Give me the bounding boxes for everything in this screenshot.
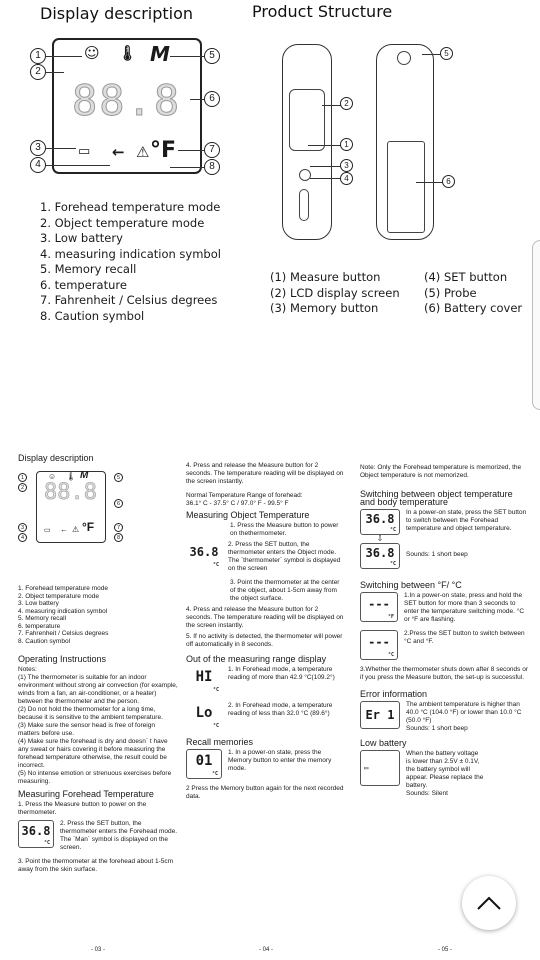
lcd-value: 01 — [195, 753, 213, 769]
object-step-2-row — [186, 541, 346, 573]
page3-display-items — [18, 585, 178, 645]
error-row — [360, 701, 530, 733]
list-item: 2. Object temperature mode — [40, 215, 205, 230]
note-item: (2) Do not hold the thermometer for a long time, because it is sensitive to the ambient temperature. — [18, 706, 163, 721]
lead-line — [46, 56, 82, 57]
list-item: (1) Measure button — [270, 270, 381, 284]
notes-label: Notes: — [18, 666, 37, 673]
page-04 — [186, 448, 346, 960]
note-item: (1) The thermometer is suitable for an indoor environment without strong air convection (for example, winds from a fan, an air-conditioner, or a heater) between the thermometer and the person. — [18, 674, 178, 705]
callout-3: 3 — [18, 523, 27, 532]
callout-6: 6 — [204, 91, 220, 107]
lcd-recall — [186, 749, 222, 779]
left-arrow-icon: ← — [60, 525, 68, 534]
list-item: 2. Object temperature mode — [18, 592, 99, 600]
unit-text-2: 2.Press the SET button to switch between °C and °F. — [404, 630, 525, 645]
lead-line — [170, 56, 204, 57]
list-item: 6. temperature — [40, 277, 127, 292]
lcd-screen-outline — [289, 89, 325, 151]
note-item: (5) No intense emotion or strenuous exercises before measuring. — [18, 770, 172, 785]
lead-line — [310, 178, 342, 179]
lcd-value: --- — [368, 597, 390, 611]
device-back — [376, 44, 434, 240]
callout-1: 1 — [18, 473, 27, 482]
callout-8: 8 — [114, 533, 123, 542]
chevron-up-icon — [476, 895, 502, 911]
thermometer-icon: 🌡 — [118, 44, 138, 62]
list-item: 3. Low battery — [40, 231, 123, 245]
lcd-digits: 88.8 — [72, 76, 182, 125]
lead-line — [46, 148, 76, 149]
lcd-switch-1 — [360, 509, 400, 535]
lead-line — [178, 150, 204, 151]
lo-row — [186, 702, 346, 732]
error-text: The ambient temperature is higher than 40.0 °C (104.0 °F) or lower than 10.0 °C (50.0 °F) — [406, 701, 522, 724]
lcd-unit-2 — [360, 630, 398, 660]
lcd-error: Er 1 — [360, 701, 400, 729]
battery-icon: ▭ — [360, 750, 400, 786]
forehead-title: Measuring Forehead Temperature — [18, 789, 154, 799]
normal-range-label: Normal Temperature Range of forehead: — [186, 492, 303, 499]
lead-line — [310, 166, 342, 167]
lcd-value: --- — [368, 635, 390, 649]
page3-display-title: Display description — [18, 453, 94, 463]
display-items-list — [40, 200, 221, 324]
lcd-object — [186, 541, 222, 571]
lead-line — [416, 182, 444, 183]
callout-structure-1: 1 — [340, 138, 353, 151]
list-item: 3. Low battery — [18, 600, 59, 607]
memory-icon: M — [150, 42, 170, 66]
list-item: 7. Fahrenheit / Celsius degrees — [18, 630, 109, 637]
lcd-unit: °C — [387, 652, 394, 658]
lcd-unit: °F — [387, 614, 394, 620]
callout-8: 8 — [204, 159, 220, 175]
normal-range-value: 36.1° C - 37.5° C / 97.0° F - 99.5° F — [186, 500, 289, 507]
battery-icon: ▭ — [44, 527, 51, 534]
operating-instructions-title: Operating Instructions — [18, 654, 107, 664]
lo-text: 2. In Forehead mode, a temperature reading of less than 32.0 °C (89.6°) — [228, 702, 333, 717]
list-item: 5. Memory recall — [40, 262, 137, 276]
callout-5: 5 — [204, 48, 220, 64]
lcd-unit: °C — [212, 687, 219, 693]
list-item: 5. Memory recall — [18, 615, 67, 622]
lead-line — [170, 167, 204, 168]
callout-1: 1 — [30, 48, 46, 64]
list-item: 6. temperature — [18, 622, 61, 630]
list-item: (2) LCD display screen — [270, 285, 400, 300]
lead-line — [190, 99, 204, 100]
unit-text-3: 3.Whether the thermometer shuts down after 8 seconds or if you press the Measure button, the set-up is successful. — [360, 666, 529, 681]
switch-row — [360, 509, 530, 569]
side-drawer-handle[interactable] — [532, 240, 540, 410]
battery-sounds: Sounds: Silent — [406, 790, 448, 797]
lcd-hi — [186, 666, 222, 696]
callout-structure-4: 4 — [340, 172, 353, 185]
unit-row-2 — [360, 630, 530, 660]
page-number: - 05 - — [437, 947, 452, 953]
callout-2: 2 — [18, 483, 27, 492]
lcd-switch-2 — [360, 543, 400, 569]
list-item: (3) Memory button — [270, 301, 379, 315]
lcd-unit: °C — [211, 771, 218, 777]
switch-lcd-stack — [360, 509, 400, 569]
lcd-value: 36.8 — [365, 512, 395, 526]
lcd-value: HI — [195, 669, 213, 685]
bottom-panel — [0, 448, 540, 960]
top-panel — [0, 0, 540, 405]
left-arrow-icon: ← — [112, 143, 125, 161]
note-item: (3) Make sure the sensor head is free of foreign matters before use. — [18, 722, 155, 737]
probe — [397, 51, 411, 65]
list-item: 1. Forehead temperature mode — [18, 585, 108, 592]
lcd-forehead — [18, 820, 54, 848]
list-item: 4. measuring indication symbol — [18, 607, 108, 615]
man-icon: ☺ — [84, 44, 100, 62]
lcd-unit-1 — [360, 592, 398, 622]
battery-text-block — [406, 750, 530, 798]
lcd-unit: °C — [212, 562, 219, 568]
callout-6: 6 — [114, 499, 123, 508]
callout-structure-6: 6 — [442, 175, 455, 188]
unit-row-1 — [360, 592, 530, 624]
battery-text: When the battery voltage is lower than 2.5V ± 0.1V, the battery symbol will appear. Please replace the battery. — [406, 750, 484, 789]
lcd-digits: 88.8 — [44, 480, 97, 505]
list-item: 4. measuring indication symbol — [40, 246, 221, 261]
object-step-5: 5. If no activity is detected, the thermometer will power off automatically in 8 seconds. — [186, 633, 343, 648]
switch-text-block — [406, 509, 530, 559]
callout-7: 7 — [204, 142, 220, 158]
error-text-block — [406, 701, 530, 733]
callout-7: 7 — [114, 523, 123, 532]
object-step-2: 2. Press the SET button, the thermometer enters the Object mode. The `thermometer` symbol is displayed on the screen — [228, 541, 341, 572]
callout-3: 3 — [30, 140, 46, 156]
unit-symbol: °F — [150, 138, 177, 163]
measure-button — [299, 169, 311, 181]
lcd-value: 36.8 — [189, 545, 219, 559]
structure-list-left — [270, 270, 400, 317]
list-item: 8. Caution symbol — [18, 637, 71, 645]
down-arrow-icon: ⇩ — [376, 534, 384, 543]
callout-5: 5 — [114, 473, 123, 482]
object-step-3: 3. Point the thermometer at the center of the object, about 1-5cm away from the object surface. — [230, 579, 340, 602]
man-icon: ☺ — [48, 472, 57, 481]
memory-icon: M — [80, 470, 89, 481]
out-of-range-title: Out of the measuring range display — [186, 654, 327, 664]
callout-structure-5: 5 — [440, 47, 453, 60]
object-title: Measuring Object Temperature — [186, 510, 310, 520]
lcd-unit: °C — [389, 561, 396, 567]
recall-step-1: 1. In a power-on state, press the Memory button to enter the memory mode. — [228, 749, 332, 772]
product-structure-title: Product Structure — [252, 2, 393, 21]
memory-note: Note: Only the Forehead temperature is memorized, the Object temperature is not memorized. — [360, 464, 522, 479]
thermometer-icon: 🌡 — [66, 472, 77, 481]
object-step-1: 1. Press the Measure button to power on thethermometer. — [230, 522, 339, 537]
lcd-lo — [186, 702, 222, 732]
caution-icon: ⚠ — [72, 525, 80, 534]
memory-set-buttons — [299, 189, 309, 221]
list-item: (6) Battery cover — [424, 301, 523, 315]
list-item: (4) SET button — [424, 270, 508, 284]
lead-line — [46, 165, 110, 166]
lead-line — [46, 72, 64, 73]
lead-line — [422, 54, 442, 55]
battery-row — [360, 750, 530, 798]
forehead-step-2: 2. Press the SET button, the thermometer enters the Forehead mode. The `Man` symbol is displayed on the screen. — [60, 820, 178, 851]
list-item: 1. Forehead temperature mode — [40, 200, 221, 214]
unit-switch-title: Switching between °F/ °C — [360, 580, 462, 590]
callout-structure-3: 3 — [340, 159, 353, 172]
forehead-step-1: 1. Press the Measure button to power on the thermometer. — [18, 801, 147, 816]
hi-text: 1. In Forehead mode, a temperature reading of more than 42.9 °C(109.2°) — [228, 666, 335, 681]
callout-structure-2: 2 — [340, 97, 353, 110]
callout-4: 4 — [18, 533, 27, 542]
list-item: 7. Fahrenheit / Celsius degrees — [40, 293, 218, 307]
callout-2: 2 — [30, 64, 46, 80]
hi-row — [186, 666, 346, 696]
error-sounds: Sounds: 1 short beep — [406, 725, 468, 732]
forehead-step-3: 3. Point the thermometer at the forehead about 1-5cm away from the skin surface. — [18, 858, 174, 873]
object-step-4: 4. Press and release the Measure button for 2 seconds. The temperature reading will be displayed on the screen instantly. — [186, 606, 344, 629]
lcd-unit: °C — [389, 527, 396, 533]
page-03 — [18, 448, 178, 960]
battery-icon: ▭ — [78, 144, 91, 159]
lcd-value: Lo — [195, 705, 213, 721]
list-item: 8. Caution symbol — [40, 308, 145, 323]
list-item: (5) Probe — [424, 285, 477, 300]
switch-title: Switching between object temperature and body temperature — [360, 489, 513, 507]
forehead-step-2-row — [18, 820, 178, 852]
caution-icon: ⚠ — [136, 143, 150, 161]
page-number: - 04 - — [258, 947, 273, 953]
lead-line — [308, 145, 342, 146]
forehead-step-4: 4. Press and release the Measure button for 2 seconds. The temperature reading will be displayed on the screen instantly. — [186, 462, 344, 485]
device-front — [282, 44, 332, 240]
display-description-title: Display description — [40, 4, 194, 23]
page-number: - 03 - — [90, 947, 105, 953]
scroll-to-top-button[interactable] — [462, 876, 516, 930]
error-title: Error information — [360, 689, 428, 699]
battery-title: Low battery — [360, 738, 407, 748]
structure-list-right — [424, 270, 522, 317]
lcd-unit: °C — [43, 840, 50, 846]
lead-line — [322, 105, 342, 106]
switch-sounds: Sounds: 1 short beep — [406, 551, 468, 558]
note-item: (4) Make sure the forehead is dry and doesn` t have any sweat or hairs covering it before measuring the forehead temperature otherwise, the result could be incorrect. — [18, 738, 168, 769]
recall-title: Recall memories — [186, 737, 254, 747]
lcd-value: 36.8 — [21, 824, 51, 838]
switch-text: In a power-on state, press the SET button to switch between the Forehead temperature and object temperature. — [406, 509, 527, 532]
recall-step-2: 2 Press the Memory button again for the next recorded data. — [186, 785, 344, 800]
unit-symbol: °F — [82, 520, 95, 534]
lcd-unit: °C — [212, 723, 219, 729]
callout-4: 4 — [30, 157, 46, 173]
recall-row — [186, 749, 346, 779]
battery-cover — [387, 141, 425, 233]
lcd-value: 36.8 — [365, 546, 395, 560]
unit-text-1: 1.In a power-on state, press and hold the SET button for more than 3 seconds to enter the temperature switching mode. °C or °F are flashing. — [404, 592, 525, 623]
page3-lcd-diagram — [18, 465, 178, 545]
